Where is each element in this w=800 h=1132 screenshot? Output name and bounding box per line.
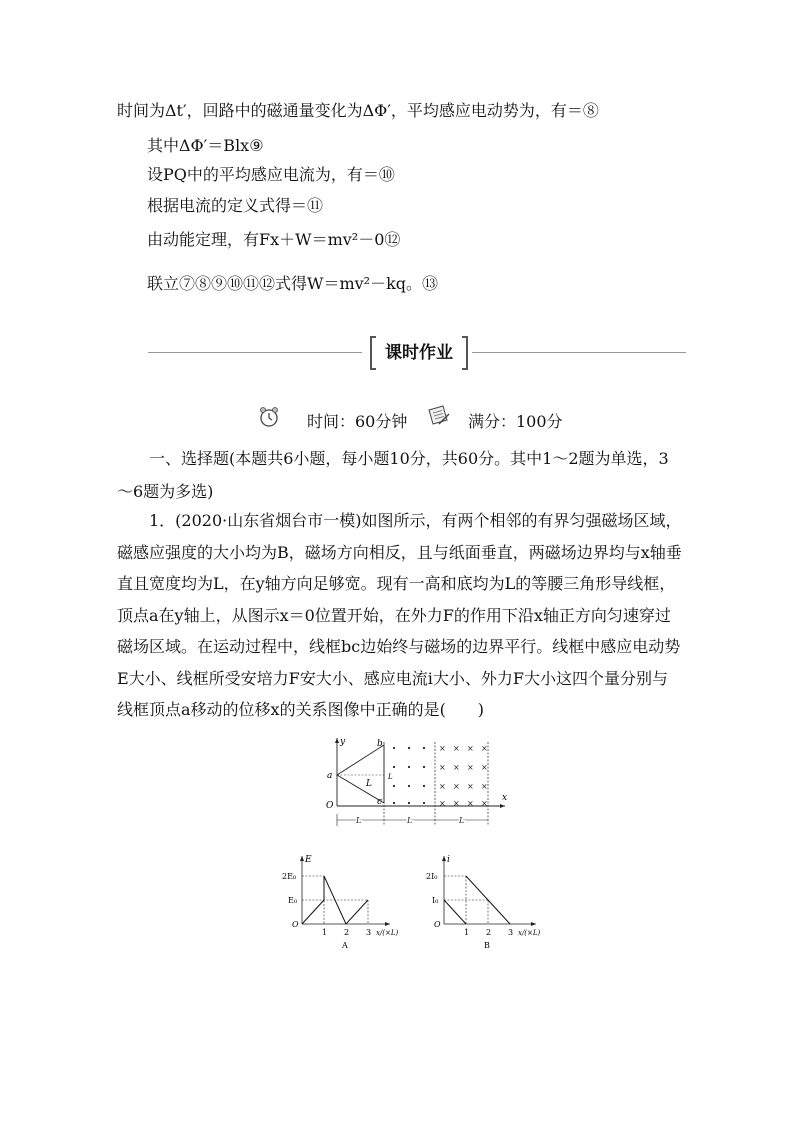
derivation-line-4: 根据电流的定义式得＝⑪: [147, 196, 324, 215]
label-c: c: [377, 797, 383, 807]
section-header: [148, 338, 686, 368]
svg-text:×: ×: [453, 782, 460, 791]
question-1-text: 1．(2020·山东省烟台市一模)如图所示，有两个相邻的有界匀强磁场区域，磁感应强度的大小均为B，磁场方向相反，且与纸面垂直，两磁场边界均与x轴垂直且宽度均为L，在y轴方向足够宽。现有一高和底均为L的等腰三角形导线框，顶点a在y轴上，从图示x＝0位置开始，在外力F的作用下沿x轴正方向匀速穿过磁场区域。在运动过程中，线框bc边始终与磁场的边界平行。线框中感应电动势E大小、线框所受安培力F安大小、感应电流i大小、外力F大小这四个量分别与线框顶点a移动的位移x的关系图像中正确的是( ): [117, 511, 682, 719]
svg-text:×: ×: [467, 744, 474, 753]
section-title: 课时作业: [370, 338, 468, 368]
svg-text:×: ×: [439, 763, 446, 772]
label-x: x: [502, 793, 508, 803]
derivation-line-3: 设PQ中的平均感应电流为，有＝⑩: [147, 165, 395, 184]
svg-text:×: ×: [467, 763, 474, 772]
svg-text:×: ×: [467, 799, 474, 808]
svg-text:×: ×: [439, 799, 446, 808]
instructions: 一、选择题(本题共6小题，每小题10分，共60分。其中1～2题为单选，3～6题为多选): [117, 449, 669, 501]
graph-A-y-label: E: [305, 855, 312, 865]
time-info: 时间：60分钟: [307, 412, 408, 431]
graph-A-xtick-2: 2: [344, 928, 350, 937]
exam-paper-icon: [425, 404, 451, 428]
graph-B-origin: O: [434, 920, 441, 929]
triangle-frame: [337, 745, 384, 803]
derivation-line-5: 由动能定理，有Fx＋W＝mv²－0⑫: [147, 230, 401, 249]
graph-A-xtick-1: 1: [322, 928, 328, 937]
graph-A-ytick-E0: E₀: [288, 896, 298, 905]
graph-B-y-label: i: [447, 855, 450, 865]
label-L-side: L: [388, 773, 393, 781]
figure-magnetic-field: [322, 734, 512, 830]
svg-text:×: ×: [481, 744, 488, 753]
svg-text:×: ×: [453, 744, 460, 753]
svg-text:×: ×: [481, 782, 488, 791]
label-b: b: [377, 739, 383, 749]
graph-A: [282, 852, 412, 952]
graph-B-xtick-2: 2: [486, 928, 492, 937]
svg-text:×: ×: [439, 782, 446, 791]
graph-B-caption: B: [484, 941, 490, 950]
svg-text:×: ×: [481, 799, 488, 808]
section-rule-left: [148, 352, 362, 353]
derivation-line-6: 联立⑦⑧⑨⑩⑪⑫式得W＝mv²－kq。⑬: [147, 274, 439, 293]
graph-B-curve-1: [444, 900, 466, 924]
graph-B-ytick-I0: I₀: [432, 896, 439, 905]
graph-A-xtick-3: 3: [366, 928, 372, 937]
graph-A-x-label: x/(×L): [376, 929, 399, 937]
svg-text:×: ×: [481, 763, 488, 772]
label-a: a: [327, 771, 333, 781]
label-L-triangle: L: [366, 779, 372, 789]
graph-B-ytick-2I0: 2I₀: [426, 872, 438, 881]
field-dots: [393, 747, 425, 804]
graph-A-ytick-2E0: 2E₀: [282, 872, 297, 881]
graph-B-xtick-3: 3: [508, 928, 514, 937]
label-L1: L: [356, 816, 362, 825]
svg-text:×: ×: [453, 763, 460, 772]
score-info: 满分：100分: [468, 412, 563, 431]
label-L3: L: [459, 816, 465, 825]
label-y: y: [340, 737, 346, 747]
derivation-line-2: 其中ΔΦ′＝Blx⑨: [147, 136, 264, 155]
label-L2: L: [407, 816, 413, 825]
svg-text:×: ×: [439, 744, 446, 753]
label-origin: O: [326, 801, 334, 811]
graph-B: [424, 852, 558, 952]
field-crosses: [439, 744, 488, 808]
section-rule-right: [472, 352, 686, 353]
svg-text:×: ×: [453, 799, 460, 808]
clock-icon: [258, 406, 280, 428]
graph-A-caption: A: [342, 941, 348, 950]
derivation-line-1: 时间为Δt′，回路中的磁通量变化为ΔΦ′，平均感应电动势为，有＝⑧: [117, 101, 599, 120]
graph-B-xtick-1: 1: [464, 928, 470, 937]
svg-text:×: ×: [467, 782, 474, 791]
graph-B-x-label: x/(×L): [518, 929, 541, 937]
graph-A-origin: O: [292, 920, 299, 929]
